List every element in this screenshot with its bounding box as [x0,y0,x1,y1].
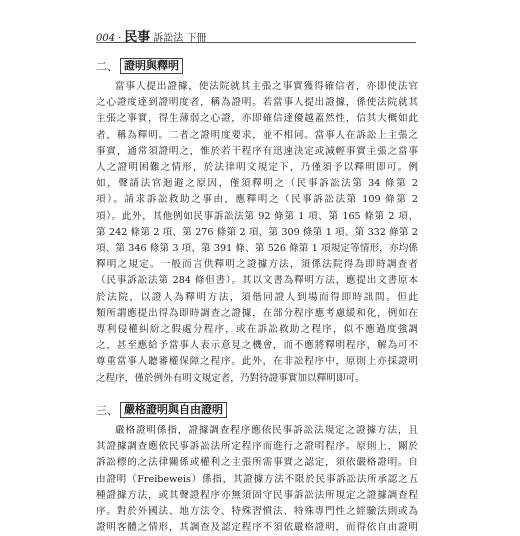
paragraph-line: 種證據方法，或其聲證程序亦無須固守民事訴訟法所規定之證據調查程 [96,489,418,501]
paragraph-line: 主張之事實，得生薄弱之心證，亦即確信達優越蓋然性，信其大概如此 [96,113,418,125]
paragraph-line: 事實，通常須證明之，惟於若干程序有迅速決定或減輕事實主張之當事 [96,145,418,157]
section-heading-strict-and-free-proof [96,402,227,418]
paragraph-line: 尊重當事人聽審權保障之程序。此外，在非訟程序中，原則上亦採證明 [96,356,418,368]
paragraph-line: 專利侵權糾紛之假處分程序，或在訴訟救助之程序，似不應過度強調 [96,324,418,336]
paragraph-line: 訴訟標的之法律關係或權利之主張所需事實之認定，須依嚴格證明。自 [96,457,418,469]
paragraph-line: 其證據調查應依民事訴訟法所定程序而進行之證明程序。原則上，關於 [96,441,418,453]
paragraph-line: 證明客體之情形，其調查及認定程序不須依嚴格證明，而得依自由證明 [96,522,418,534]
page-number-separator: · [118,33,122,44]
paragraph-line: 嚴格證明係指，證據調查程序應依民事訴訟法規定之證據方法，且 [115,425,418,436]
section-heading-evidence-and-prima-facie [96,58,183,74]
section-three-paragraph [96,423,418,536]
paragraph-line: 第 242 條第 2 項、第 276 條第 2 項、第 309 條第 1 項、第 332 條第 2 [96,226,418,238]
paragraph-line: 之程序，僅於例外有明文規定者，乃對待證事實加以釋明即可。 [96,372,365,384]
paragraph-line: 當事人提出證據，使法院就其主張之事實獲得確信者，亦即使法官 [115,81,418,92]
paragraph-line: 項、第 346 條第 3 項、第 391 條、第 526 條第 1 項規定等情形，亦均係 [96,243,418,255]
page-number: 004 [96,33,116,44]
paragraph-line: 之，甚至應給予當事人表示意見之機會，而不應將釋明程序，解為可不 [96,340,418,352]
section-number: 二、 [96,60,118,73]
paragraph-line: 之心證度達到證明度者，稱為證明。若當事人提出證據，係使法院就其 [96,97,418,109]
paragraph-line: 者，稱為釋明。二者之證明度要求，並不相同。當事人在訴訟上主張之 [96,129,418,141]
section-number: 三、 [96,404,118,417]
book-title: 訴訟法 下冊 [153,33,207,44]
section-two-paragraph [96,79,418,387]
paragraph-line: 項）。此外，其他例如民事訴訟法第 92 條第 1 項、第 165 條第 2 項、 [96,210,418,222]
paragraph-line: 人之證明困難之情形，於法律明文規定下，乃僅須予以釋明即可。例 [96,162,418,174]
paragraph-line: 由證明（Freibeweis）係指，其證據方法不限於民事訴訟法所承認之五 [96,473,418,485]
paragraph-line: 於法院，以證人為釋明方法，須偕同證人到場而得即時訊問。但此 [96,291,418,303]
section-title: 嚴格證明與自由證明 [120,402,227,418]
running-head-rule [96,42,416,43]
section-title: 證明與釋明 [120,58,183,74]
paragraph-line: 序。對於外國法、地方法令、特殊習慣法、特殊專門性之經驗法則或為 [96,506,418,518]
paragraph-line: 類所謂應提出得為即時調查之證據，在部分程序應考慮緩和化，例如在 [96,307,418,319]
paragraph-line: （民事訴訟法第 284 條但書）。其以文書為釋明方法，應提出文書原本 [96,275,418,287]
paragraph-line: 釋明之規定。一般而言供釋明之證據方法，須係法院得為即時調查者 [96,259,418,271]
paragraph-line: 項）。請求訴訟救助之事由，應釋明之（民事訴訟法第 109 條第 2 [96,194,418,206]
paragraph-line: 如，聲請法官迴避之原因，僅須釋明之（民事訴訟法第 34 條第 2 [96,178,418,190]
calligraphy-book-title: 民事 [124,30,151,45]
